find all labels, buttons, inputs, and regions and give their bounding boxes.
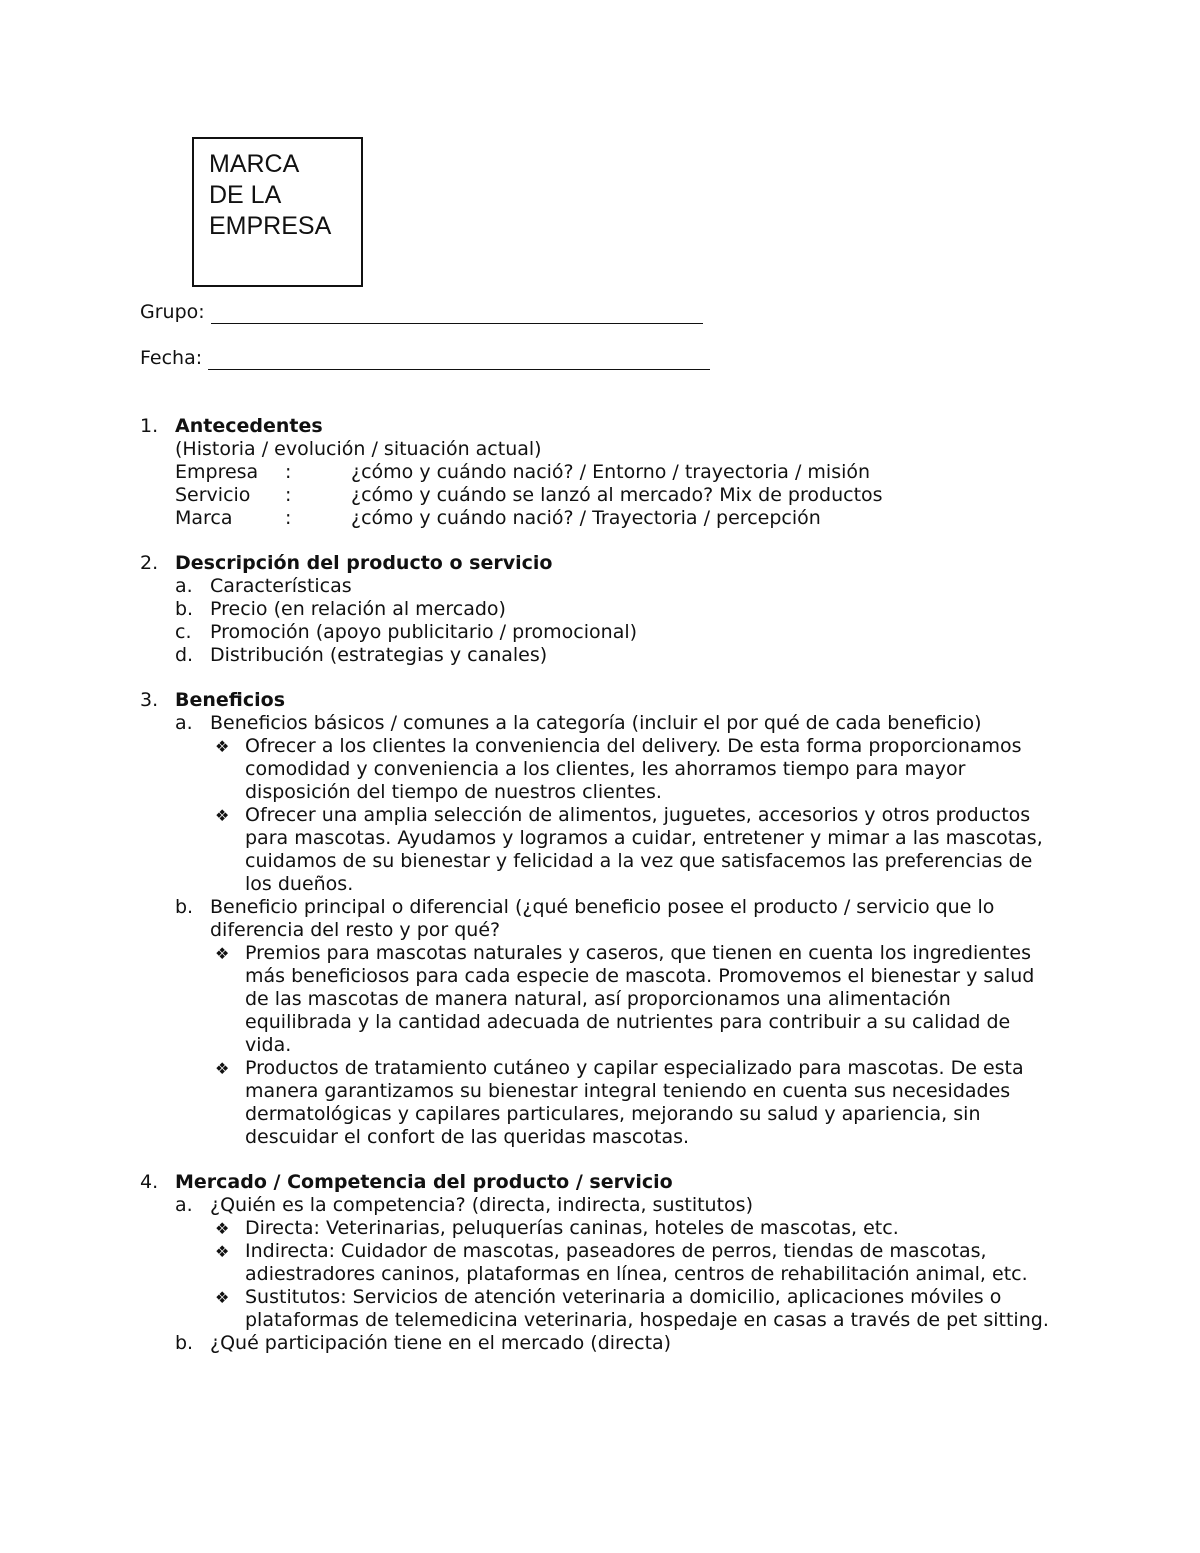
row-colon: : bbox=[285, 461, 292, 483]
grupo-field bbox=[140, 301, 703, 324]
item-text: ¿Qué participación tiene en el mercado (directa) bbox=[210, 1332, 672, 1354]
bullet-item bbox=[140, 735, 1070, 804]
item-letter: b. bbox=[175, 896, 194, 918]
fecha-blank-line[interactable] bbox=[208, 353, 710, 370]
row-value: ¿cómo y cuándo se lanzó al mercado? Mix de productos bbox=[351, 484, 883, 506]
bullet-text: Indirecta: Cuidador de mascotas, paseadores de perros, tiendas de mascotas, adiestradores caninos, plataformas en línea, centros de rehabilitación animal, etc. bbox=[245, 1240, 1028, 1285]
logo-text: MARCA DE LA EMPRESA bbox=[209, 150, 332, 240]
diamond-bullet-icon: ❖ bbox=[215, 1059, 230, 1078]
bullet-text: Directa: Veterinarias, peluquerías caninas, hoteles de mascotas, etc. bbox=[245, 1217, 899, 1239]
list-item bbox=[140, 598, 1070, 621]
diamond-bullet-icon: ❖ bbox=[215, 1219, 230, 1238]
item-letter: b. bbox=[175, 1332, 194, 1354]
diamond-bullet-icon: ❖ bbox=[215, 1288, 230, 1307]
item-text: Características bbox=[210, 575, 352, 597]
list-item bbox=[140, 575, 1070, 598]
item-text: Precio (en relación al mercado) bbox=[210, 598, 506, 620]
list-item bbox=[140, 621, 1070, 644]
grupo-blank-line[interactable] bbox=[211, 307, 703, 324]
row-key: Empresa bbox=[175, 461, 259, 483]
bullet-item bbox=[140, 1286, 1070, 1332]
row-value: ¿cómo y cuándo nació? / Trayectoria / percepción bbox=[351, 507, 821, 529]
section-number: 4. bbox=[140, 1171, 159, 1193]
list-item bbox=[140, 1194, 1070, 1217]
item-text: Distribución (estrategias y canales) bbox=[210, 644, 548, 666]
item-letter: a. bbox=[175, 712, 193, 734]
row-key: Marca bbox=[175, 507, 233, 529]
item-text: Promoción (apoyo publicitario / promocional) bbox=[210, 621, 638, 643]
row-value: ¿cómo y cuándo nació? / Entorno / trayectoria / misión bbox=[351, 461, 871, 483]
company-logo-placeholder bbox=[192, 137, 363, 287]
item-letter: a. bbox=[175, 1194, 193, 1216]
bullet-item bbox=[140, 1217, 1070, 1240]
grupo-label: Grupo: bbox=[140, 301, 205, 323]
bullet-text: Sustitutos: Servicios de atención veterinaria a domicilio, aplicaciones móviles o plataformas de telemedicina veterinaria, hospedaje en casas a través de pet sitting. bbox=[245, 1286, 1049, 1331]
bullet-item bbox=[140, 804, 1070, 896]
antecedentes-row bbox=[175, 461, 1070, 484]
list-item bbox=[140, 896, 1070, 942]
item-letter: b. bbox=[175, 598, 194, 620]
bullet-item bbox=[140, 1240, 1070, 1286]
section-subtitle: (Historia / evolución / situación actual) bbox=[175, 438, 542, 460]
fecha-label: Fecha: bbox=[140, 347, 203, 369]
bullet-item bbox=[140, 942, 1070, 1057]
antecedentes-row bbox=[175, 507, 1070, 530]
antecedentes-row bbox=[175, 484, 1070, 507]
list-item bbox=[140, 712, 1070, 735]
bullet-text: Premios para mascotas naturales y caseros, que tienen en cuenta los ingredientes más beneficiosos para cada especie de mascota. Promovemos el bienestar y salud de las mascotas de manera natural, así proporcionamos una alimentación equilibrada y la cantidad adecuada de nutrientes para contribuir a su calidad de vida. bbox=[245, 942, 1035, 1056]
bullet-text: Productos de tratamiento cutáneo y capilar especializado para mascotas. De esta manera garantizamos su bienestar integral teniendo en cuenta sus necesidades dermatológicas y capilares particulares, mejorando su salud y apariencia, sin descuidar el confort de las queridas mascotas. bbox=[245, 1057, 1024, 1148]
bullet-text: Ofrecer a los clientes la conveniencia del delivery. De esta forma proporcionamos comodidad y conveniencia a los clientes, les ahorramos tiempo para mayor disposición del tiempo de nuestros clientes. bbox=[245, 735, 1022, 803]
bullet-text: Ofrecer una amplia selección de alimentos, juguetes, accesorios y otros productos para mascotas. Ayudamos y logramos a cuidar, entretener y mimar a las mascotas, cuidamos de su bienestar y felicidad a la vez que satisfacemos las preferencias de los dueños. bbox=[245, 804, 1043, 895]
item-text: ¿Quién es la competencia? (directa, indirecta, sustitutos) bbox=[210, 1194, 753, 1216]
section-number: 3. bbox=[140, 689, 159, 711]
antecedentes-table bbox=[140, 461, 1070, 530]
row-key: Servicio bbox=[175, 484, 251, 506]
row-colon: : bbox=[285, 484, 292, 506]
list-item bbox=[140, 1332, 1070, 1355]
section-descripcion bbox=[140, 552, 1070, 667]
section-title: Antecedentes bbox=[175, 415, 323, 437]
section-title: Beneficios bbox=[175, 689, 286, 711]
list-item bbox=[140, 644, 1070, 667]
section-number: 1. bbox=[140, 415, 159, 437]
document-content bbox=[140, 415, 1070, 1377]
section-title: Mercado / Competencia del producto / servicio bbox=[175, 1171, 673, 1193]
item-letter: d. bbox=[175, 644, 194, 666]
section-number: 2. bbox=[140, 552, 159, 574]
row-colon: : bbox=[285, 507, 292, 529]
diamond-bullet-icon: ❖ bbox=[215, 1242, 230, 1261]
item-letter: c. bbox=[175, 621, 192, 643]
bullet-item bbox=[140, 1057, 1070, 1149]
diamond-bullet-icon: ❖ bbox=[215, 806, 230, 825]
section-mercado bbox=[140, 1171, 1070, 1355]
item-text: Beneficios básicos / comunes a la categoría (incluir el por qué de cada beneficio) bbox=[210, 712, 982, 734]
section-beneficios bbox=[140, 689, 1070, 1149]
section-antecedentes bbox=[140, 415, 1070, 530]
item-letter: a. bbox=[175, 575, 193, 597]
section-title: Descripción del producto o servicio bbox=[175, 552, 553, 574]
fecha-field bbox=[140, 347, 710, 370]
item-text: Beneficio principal o diferencial (¿qué beneficio posee el producto / servicio que lo diferencia del resto y por qué? bbox=[210, 896, 995, 941]
diamond-bullet-icon: ❖ bbox=[215, 737, 230, 756]
diamond-bullet-icon: ❖ bbox=[215, 944, 230, 963]
